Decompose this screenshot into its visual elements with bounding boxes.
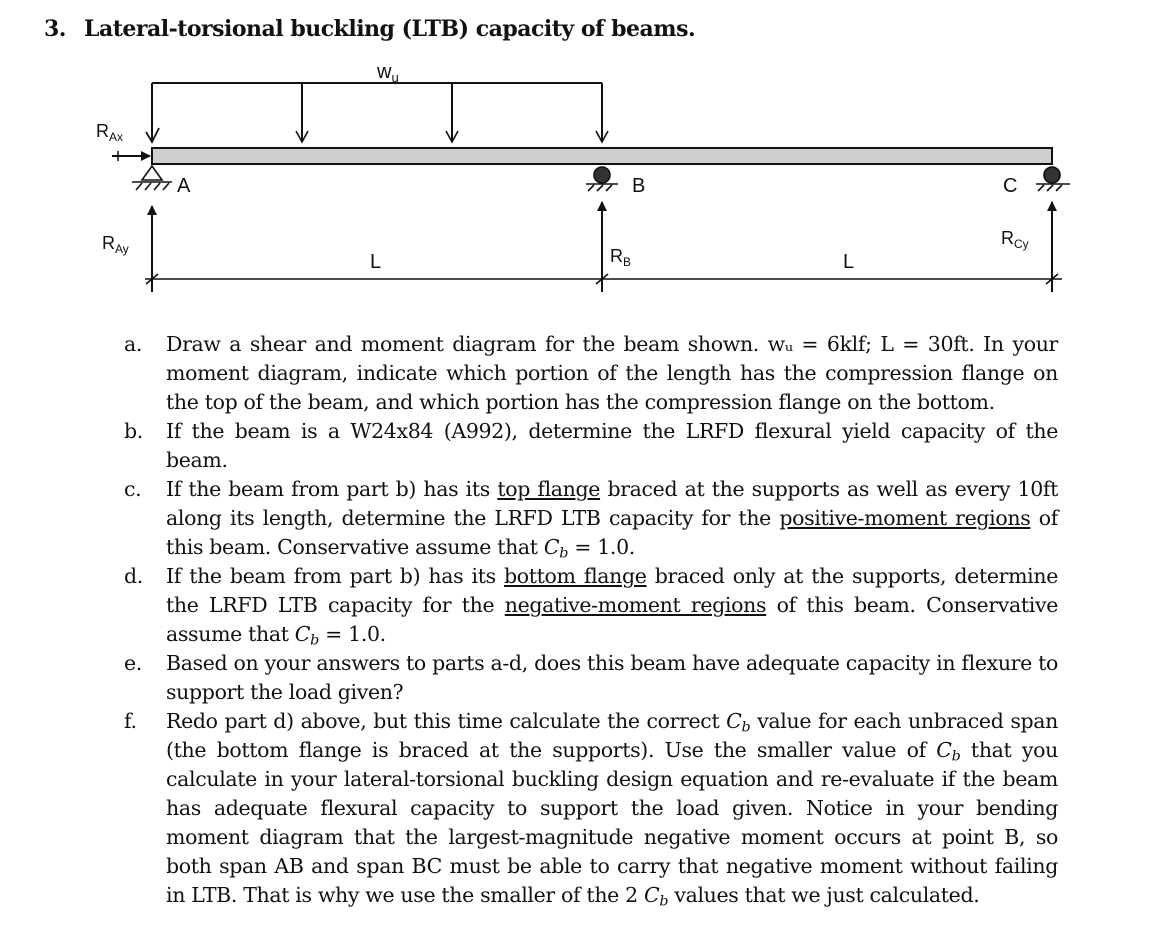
cb-symbol: $C_b$ (726, 709, 751, 736)
beam (152, 148, 1052, 164)
part-f-letter: f. (124, 709, 137, 733)
part-e-letter: e. (124, 651, 142, 675)
reaction-rcy-label: $R_{Cy}$ (1001, 228, 1029, 251)
span-length-left: L (370, 251, 382, 273)
positive-moment-term: positive-moment regions (779, 506, 1031, 530)
part-e (124, 649, 1058, 707)
part-e-text: Based on your answers to parts a-d, does this beam have adequate capacity in flexure to support the load given? (166, 651, 1058, 704)
support-b-label: B (632, 175, 646, 197)
part-a-text: Draw a shear and moment diagram for the beam shown. wᵤ = 6klf; L = 30ft. In your moment diagram, indicate which portion of the length has the compression flange on the top of the beam, and which portion has the compression flange on the bottom. (166, 332, 1058, 414)
support-a-label: A (177, 175, 191, 197)
part-c (124, 475, 1058, 562)
bottom-flange-term: bottom flange (504, 564, 647, 588)
distributed-load (152, 83, 602, 142)
part-b (124, 417, 1058, 475)
part-d (124, 562, 1058, 649)
top-flange-term: top flange (497, 477, 601, 501)
problem-title: Lateral-torsional buckling (LTB) capacity of beams. (84, 16, 696, 42)
problem-number: 3. (44, 16, 66, 42)
support-c-label: C (1003, 175, 1018, 197)
part-b-text: If the beam is a W24x84 (A992), determine the LRFD flexural yield capacity of the beam. (166, 419, 1058, 472)
negative-moment-term: negative-moment regions (504, 593, 767, 617)
part-d-letter: d. (124, 564, 143, 588)
dimension-line (145, 274, 1062, 284)
part-c-text: If the beam from part b) has its top flange braced at the supports as well as every 10ft along its length, determine the LRFD LTB capacity for the positive-moment regions of this beam. Conservative assume that $C_b = 1.0$. (166, 477, 1059, 562)
cb-symbol: $C_b$ (294, 622, 319, 649)
roller-support-b (586, 167, 618, 191)
roller-support-c (1036, 167, 1070, 191)
load-label: $w_u$ (377, 61, 399, 85)
part-f-text: Redo part d) above, but this time calculate the correct $C_b$ value for each unbraced span (the bottom flange is braced at the supports). Use the smaller value of $C_b$ that you calculate in your lateral-torsional buckling design equation and re-evaluate if the beam has adequate flexural capacity to support the load given. Notice in your bending moment diagram that the largest-magnitude negative moment occurs at point B, so both span AB and span BC must be able to carry that negative moment without failing in LTB. That is why we use the smaller of the 2 $C_b$ values that we just calculated. (166, 709, 1058, 910)
reaction-rb-label: $R_B$ (610, 246, 632, 269)
part-b-letter: b. (124, 419, 143, 443)
part-a (124, 330, 1058, 417)
reaction-rax-label: $R_{Ax}$ (96, 121, 124, 144)
span-length-right: L (843, 251, 855, 273)
cb-symbol: $C_b$ (543, 535, 569, 562)
pin-support-a (132, 166, 172, 190)
part-f (124, 707, 1058, 910)
part-c-letter: c. (124, 477, 142, 501)
reaction-ray-label: $R_{Ay}$ (102, 233, 129, 256)
cb-symbol: $C_b$ (643, 883, 669, 910)
beam-diagram (0, 0, 1152, 320)
part-a-letter: a. (124, 332, 143, 356)
question-parts (124, 330, 1058, 910)
cb-symbol: $C_b$ (936, 738, 961, 765)
part-d-text: If the beam from part b) has its bottom flange braced only at the supports, determine the LRFD LTB capacity for the negative-moment regions of this beam. Conservative assume that $C_b = 1.0$. (166, 564, 1059, 649)
